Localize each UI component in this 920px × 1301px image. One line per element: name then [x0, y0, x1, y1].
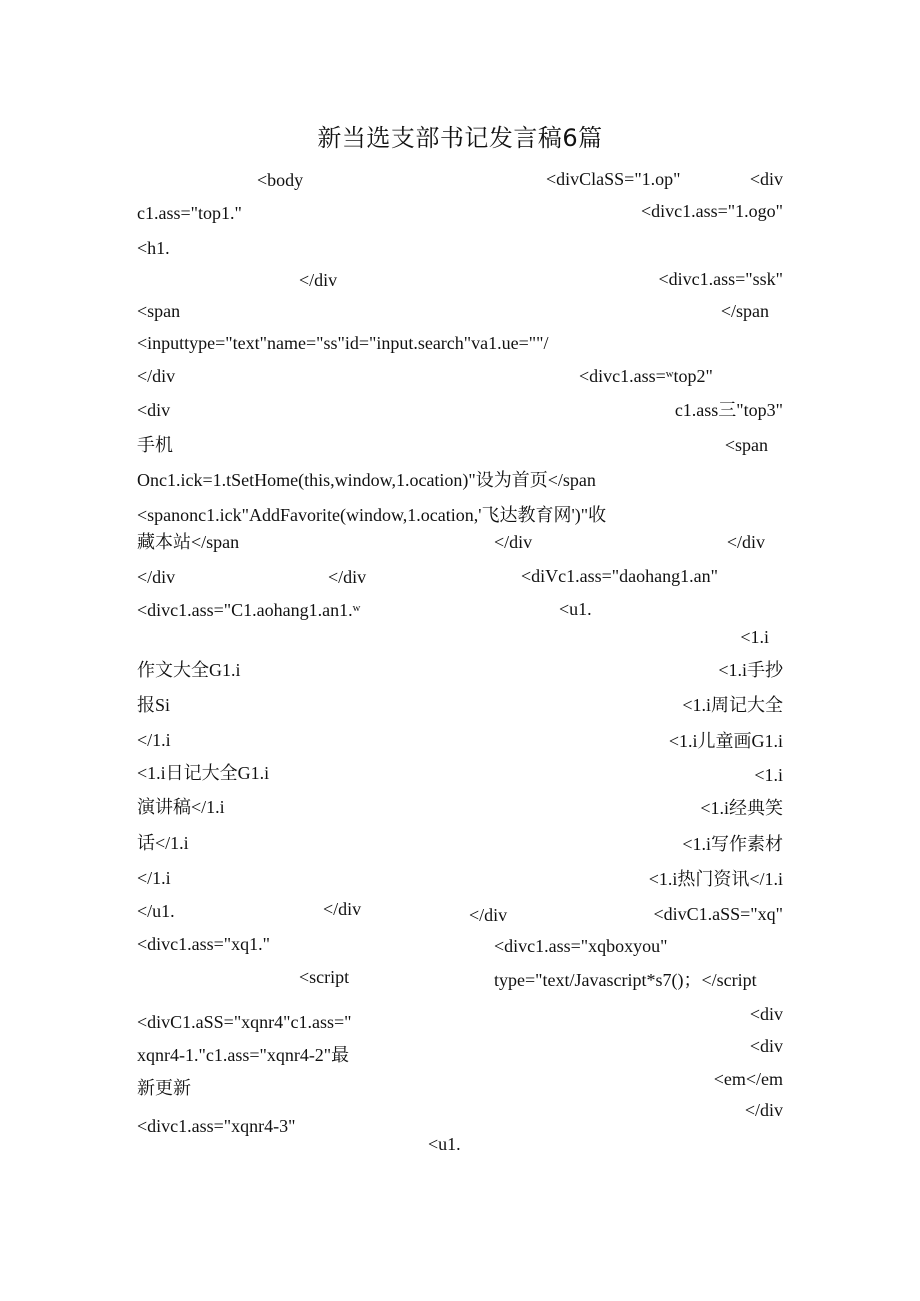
text-line: </div [323, 899, 362, 919]
text-line: </1.i [137, 730, 171, 750]
text-line: </div [726, 532, 765, 552]
text-line: </1.i [137, 868, 171, 888]
text-line: </div [494, 532, 533, 552]
text-line: </div [137, 567, 176, 587]
text-line: <divc1.ass="xq1." [137, 934, 270, 954]
text-line: Onc1.ick=1.tSetHome(this,window,1.ocation)"设为首页</span [137, 470, 596, 490]
text-line: <divc1.ass=ʷtop2" [579, 366, 713, 386]
text-line: type="text/Javascript*s7()；</script [494, 970, 757, 990]
text-line: </div [137, 366, 176, 386]
text-line: 藏本站</span [137, 532, 240, 552]
text-line: <1.i经典笑 [700, 798, 783, 818]
text-line: <1.i儿童画G1.i [668, 731, 783, 751]
text-line: <inputtype="text"name="ss"id="input.search"va1.ue=""/ [137, 333, 549, 353]
text-line: <u1. [428, 1134, 461, 1154]
text-line: 新更新 [137, 1078, 191, 1098]
text-line: <divC1.aSS="xqnr4"c1.ass=" [137, 1012, 352, 1032]
text-line: <1.i热门资讯</1.i [648, 869, 783, 889]
text-line: </div [744, 1100, 783, 1120]
text-line: xqnr4-1."c1.ass="xqnr4-2"最 [137, 1045, 350, 1065]
text-line: <div [749, 1004, 783, 1024]
text-line: 话</1.i [137, 833, 189, 853]
text-line: </div [328, 567, 367, 587]
text-line: <divc1.ass="xqnr4-3" [137, 1116, 296, 1136]
text-line: <spanonc1.ick"AddFavorite(window,1.ocation,'飞达教育网')"收 [137, 505, 607, 525]
text-line: </div [299, 270, 338, 290]
text-line: <1.i日记大全G1.i [137, 763, 270, 783]
text-line: </u1. [137, 901, 175, 921]
text-line: <div [749, 1036, 783, 1056]
text-line: <div [749, 169, 783, 189]
text-line: <em</em [713, 1069, 783, 1089]
text-line: <divClaSS="1.op" [546, 169, 681, 189]
text-line: <divc1.ass="xqboxyou" [494, 936, 668, 956]
document-title: 新当选支部书记发言稿6篇 [317, 124, 603, 152]
text-line: <div [137, 400, 171, 420]
text-line: </span [720, 301, 769, 321]
text-line: <diVc1.ass="daohang1.an" [521, 566, 718, 586]
text-line: <1.i手抄 [718, 660, 783, 680]
text-line: <divc1.ass="C1.aohang1.an1.ʷ [137, 600, 361, 620]
text-line: <h1. [137, 238, 170, 258]
text-line: <u1. [559, 599, 592, 619]
text-line: c1.ass="top1." [137, 203, 242, 223]
text-line: <1.i [754, 765, 783, 785]
text-line: <divc1.ass="1.ogo" [641, 201, 783, 221]
text-line: <script [299, 967, 350, 987]
text-line: 手机 [137, 435, 173, 455]
text-line: <span [724, 435, 768, 455]
text-line: c1.ass三"top3" [674, 400, 783, 420]
text-line: </div [469, 905, 508, 925]
text-line: <span [137, 301, 181, 321]
text-line: 作文大全G1.i [137, 660, 241, 680]
text-line: <1.i周记大全 [682, 695, 783, 715]
text-line: 报Si [137, 695, 171, 715]
text-line: <body [257, 170, 304, 190]
text-line: <divc1.ass="ssk" [658, 269, 783, 289]
text-line: 演讲稿</1.i [137, 797, 225, 817]
text-line: <divC1.aSS="xq" [653, 904, 783, 924]
text-line: <1.i [740, 627, 769, 647]
text-line: <1.i写作素材 [682, 834, 783, 854]
